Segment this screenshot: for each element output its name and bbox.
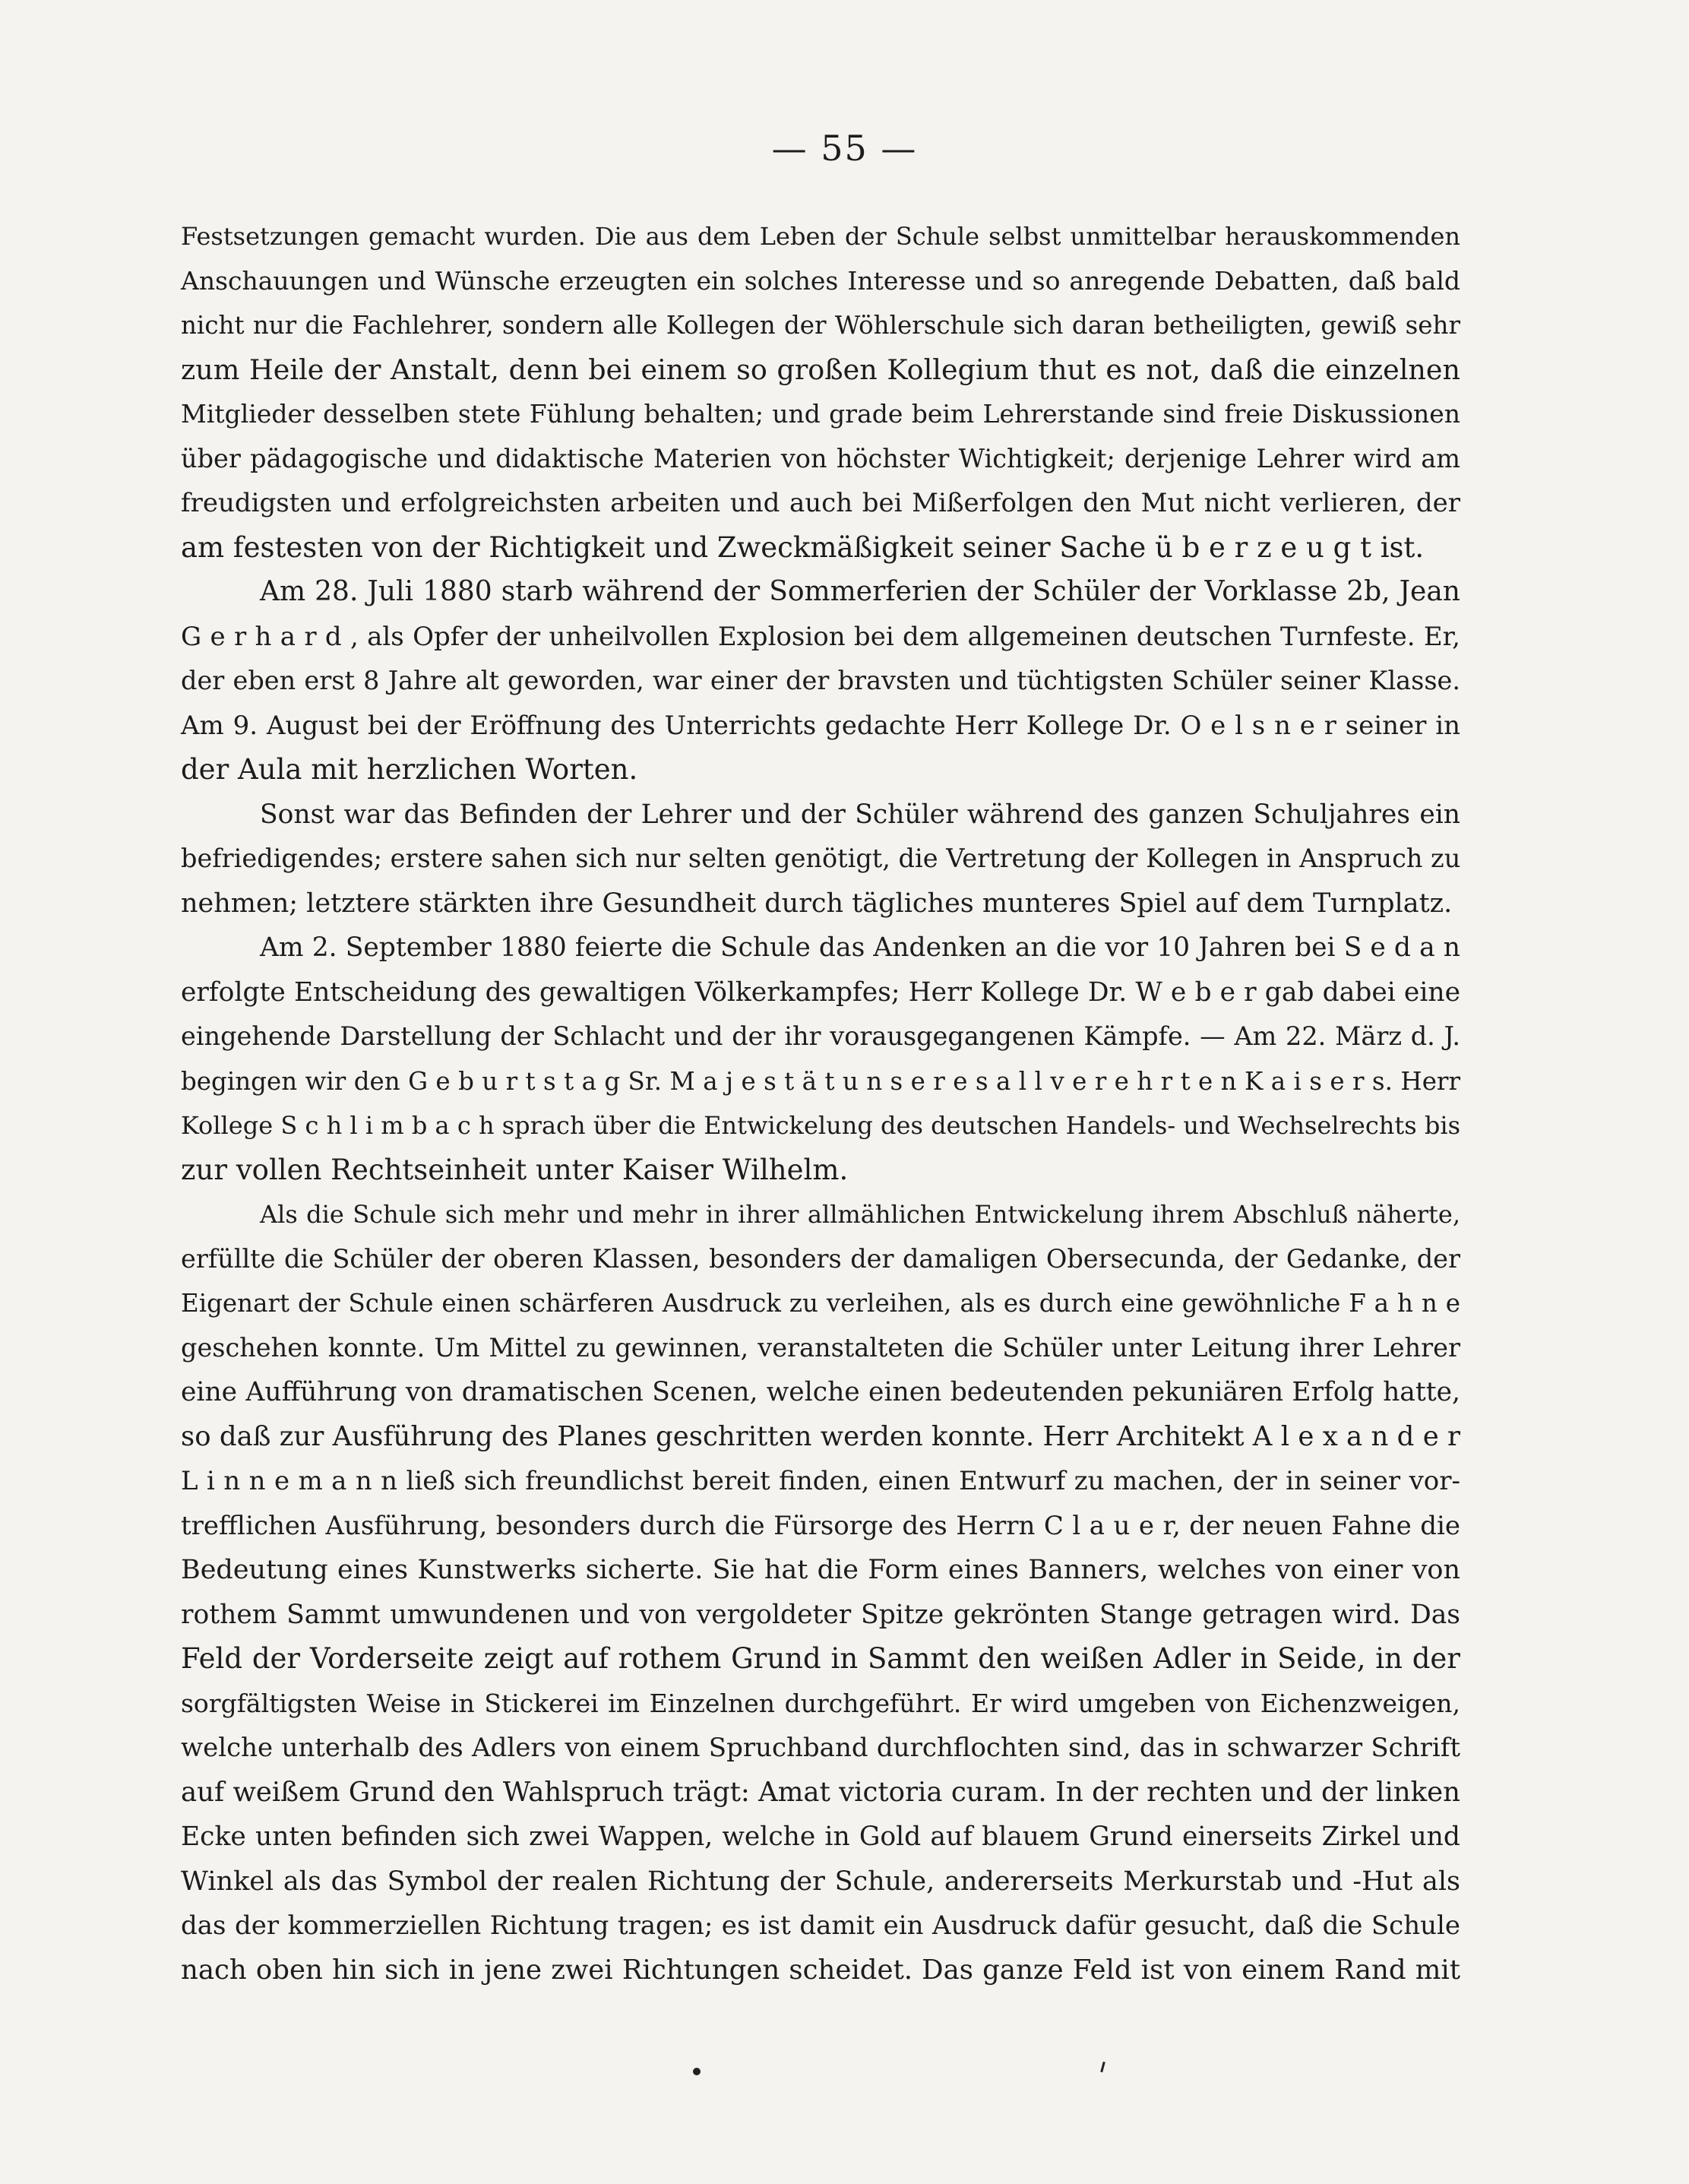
- text-line: erfolgte Entscheidung des gewaltigen Völkerkampfes; Herr Kollege Dr. W e b e r gab dabei eine: [181, 976, 1460, 1008]
- text-line: der Aula mit herzlichen Worten.: [181, 753, 638, 786]
- text-line: rothem Sammt umwundenen und von vergoldeter Spitze gekrönten Stange getragen wird. Das: [181, 1599, 1460, 1630]
- text-line: über pädagogische und didaktische Materien von höchster Wichtigkeit; derjenige Lehrer wird am: [181, 443, 1460, 473]
- text-line: trefflichen Ausführung, besonders durch die Fürsorge des Herrn C l a u e r, der neuen Fahne die: [181, 1510, 1460, 1541]
- text-line: G e r h a r d , als Opfer der unheilvollen Explosion bei dem allgemeinen deutschen Turnfeste. Er,: [181, 621, 1460, 652]
- text-line: das der kommerziellen Richtung tragen; es ist damit ein Ausdruck dafür gesucht, daß die Schule: [181, 1910, 1460, 1941]
- text-line: Anschauungen und Wünsche erzeugten ein solches Interesse und so anregende Debatten, daß bald: [181, 265, 1460, 296]
- text-line: nach oben hin sich in jene zwei Richtungen scheidet. Das ganze Feld ist von einem Rand mit: [181, 1954, 1460, 1986]
- text-line: sorgfältigsten Weise in Stickerei im Einzelnen durchgeführt. Er wird umgeben von Eichenzweigen,: [181, 1688, 1460, 1718]
- text-line: freudigsten und erfolgreichsten arbeiten und auch bei Mißerfolgen den Mut nicht verlieren, der: [181, 488, 1460, 518]
- text-line: eine Aufführung von dramatischen Scenen, welche einen bedeutenden pekuniären Erfolg hatte,: [181, 1377, 1460, 1407]
- text-line: erfüllte die Schüler der oberen Klassen, besonders der damaligen Obersecunda, der Gedanke, der: [181, 1243, 1460, 1274]
- text-line: Festsetzungen gemacht wurden. Die aus dem Leben der Schule selbst unmittelbar herauskommenden: [181, 222, 1460, 251]
- text-line: befriedigendes; erstere sahen sich nur selten genötigt, die Vertretung der Kollegen in Anspruch zu: [181, 844, 1461, 873]
- text-line: eingehende Darstellung der Schlacht und der ihr vorausgegangenen Kämpfe. — Am 22. März d. J.: [181, 1021, 1460, 1051]
- text-line: Ecke unten befinden sich zwei Wappen, welche in Gold auf blauem Grund einerseits Zirkel und: [181, 1822, 1460, 1852]
- text-line: zum Heile der Anstalt, denn bei einem so großen Kollegium thut es not, daß die einzelnen: [181, 353, 1460, 386]
- text-line: Am 9. August bei der Eröffnung des Unterrichts gedachte Herr Kollege Dr. O e l s n e r seiner in: [181, 710, 1460, 741]
- text-line: Sonst war das Befinden der Lehrer und der Schüler während des ganzen Schuljahres ein: [260, 799, 1460, 830]
- text-line: zur vollen Rechtseinheit unter Kaiser Wilhelm.: [181, 1153, 849, 1186]
- text-line: L i n n e m a n n ließ sich freundlichst bereit finden, einen Entwurf zu machen, der in seiner vor-: [181, 1466, 1460, 1496]
- text-line: Am 2. September 1880 feierte die Schule das Andenken an die vor 10 Jahren bei S e d a n: [260, 932, 1460, 963]
- text-line: auf weißem Grund den Wahlspruch trägt: Amat victoria curam. In der rechten und der linken: [181, 1776, 1460, 1808]
- text-line: Am 28. Juli 1880 starb während der Sommerferien der Schüler der Vorklasse 2b, Jean: [260, 576, 1460, 607]
- ink-speck: [1100, 2062, 1105, 2072]
- text-line: Bedeutung eines Kunstwerks sicherte. Sie hat die Form eines Banners, welches von einer von: [181, 1555, 1460, 1585]
- text-line: nehmen; letztere stärkten ihre Gesundheit durch tägliches munteres Spiel auf dem Turnplatz.: [181, 888, 1453, 919]
- text-line: Als die Schule sich mehr und mehr in ihrer allmählichen Entwickelung ihrem Abschluß näherte,: [260, 1200, 1460, 1229]
- text-line: nicht nur die Fachlehrer, sondern alle Kollegen der Wöhlerschule sich daran betheiligten, gewiß sehr: [181, 311, 1460, 340]
- text-line: Eigenart der Schule einen schärferen Ausdruck zu verleihen, als es durch eine gewöhnliche F a h n e: [181, 1289, 1460, 1318]
- ink-speck: [693, 2068, 701, 2075]
- text-body: [181, 214, 1460, 1993]
- text-line: welche unterhalb des Adlers von einem Spruchband durchflochten sind, das in schwarzer Schrift: [181, 1733, 1460, 1763]
- text-line: Kollege S c h l i m b a c h sprach über die Entwickelung des deutschen Handels- und Wechselrechts bis: [181, 1111, 1460, 1140]
- text-line: Feld der Vorderseite zeigt auf rothem Grund in Sammt den weißen Adler in Seide, in der: [181, 1642, 1460, 1675]
- text-line: geschehen konnte. Um Mittel zu gewinnen, veranstalteten die Schüler unter Leitung ihrer Lehrer: [181, 1332, 1460, 1363]
- text-line: Mitglieder desselben stete Fühlung behalten; und grade beim Lehrerstande sind freie Diskussionen: [181, 399, 1460, 429]
- text-line: Winkel als das Symbol der realen Richtung der Schule, andererseits Merkurstab und -Hut als: [181, 1866, 1460, 1897]
- text-line: so daß zur Ausführung des Planes geschritten werden konnte. Herr Architekt A l e x a n d e r: [181, 1420, 1460, 1452]
- page-number: — 55 —: [771, 128, 918, 169]
- text-line: am festesten von der Richtigkeit und Zweckmäßigkeit seiner Sache ü b e r z e u g t ist.: [181, 530, 1425, 564]
- text-line: der eben erst 8 Jahre alt geworden, war einer der bravsten und tüchtigsten Schüler seiner Klasse.: [181, 666, 1460, 695]
- text-line: begingen wir den G e b u r t s t a g Sr. M a j e s t ä t u n s e r e s a l l v e r e h r t e n K a i s e r s. Herr: [181, 1066, 1460, 1096]
